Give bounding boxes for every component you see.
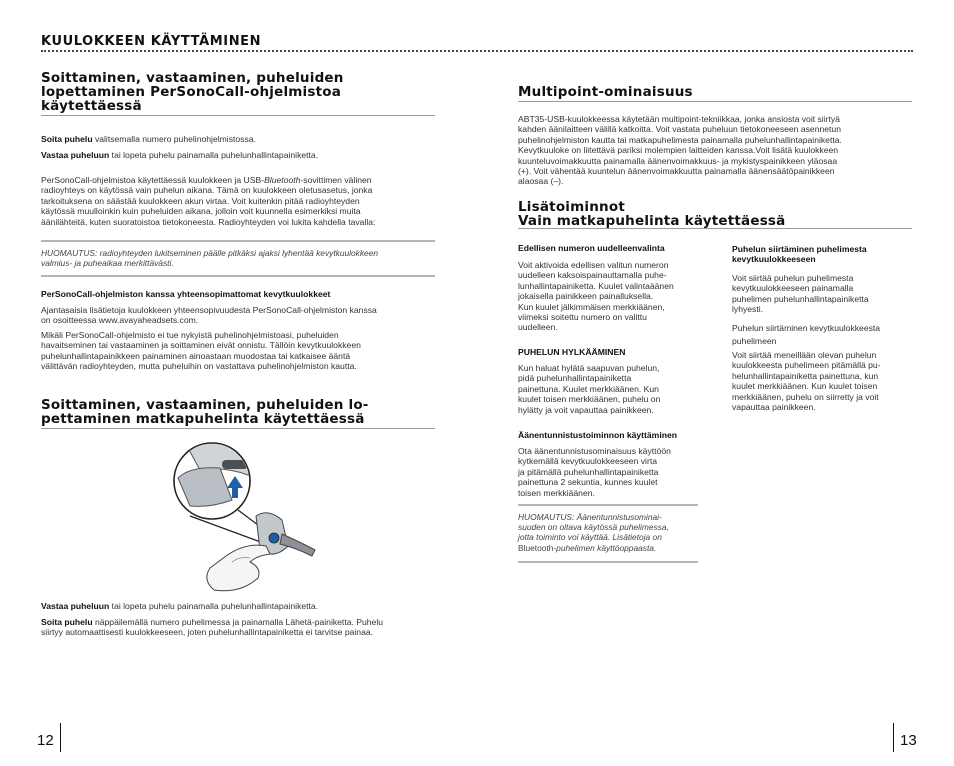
paragraph-line: viimeksi soitettu numero on valittu <box>518 312 647 323</box>
paragraph-line: puhelunhallintapainikkeen painaminen ainoastaan muodostaa tai katkaisee ääntä <box>41 350 351 361</box>
call-text: näppäilemällä numero puhelimessa ja painamalla Lähetä-painiketta. Puhelu <box>92 617 384 627</box>
paragraph-line: kytkemällä kevytkuulokkeeseen virta <box>518 456 657 467</box>
mobile-call-instruction <box>41 617 441 638</box>
paragraph-line: (+). Voit vähentää kuuntelun äänenvoimakkuutta painamalla äänensäätöpainikkeen <box>518 166 835 177</box>
paragraph-line: Kun kuulet jälkimmäisen merkkiäänen, <box>518 301 665 312</box>
call-instruction <box>41 134 441 144</box>
paragraph-line: Mikäli PerSonoCall-ohjelmisto ei tue nykyistä puhelinohjelmistoasi, puheluiden <box>41 330 339 340</box>
paragraph-line: kevytkuulokkeeseen painamalla <box>732 283 854 294</box>
voice-recognition-title: Äänentunnistustoiminnon käyttäminen <box>518 430 677 440</box>
personocall-paragraph <box>41 175 441 227</box>
multipoint-paragraph <box>518 114 916 187</box>
note-line: Bluetooth-puhelimen käyttöoppaasta. <box>518 542 657 553</box>
incompat-title: PerSonoCall-ohjelmiston kanssa yhteensopimattomat kevytkuulokkeet <box>41 289 331 299</box>
incompat-paragraph-2 <box>41 330 441 372</box>
extra-features-title <box>518 200 913 228</box>
paragraph-line: ABT35-USB-kuulokkeessa käytetään multipoint-tekniikkaa, jonka ansiosta voit siirtyä <box>518 114 840 124</box>
call-text-line: siirtyy automaattisesti kuulokkeeseen, joten puhelunhallintapainiketta ei tarvitse painaa. <box>41 627 374 638</box>
paragraph-line: hylätty ja voit vapauttaa painikkeen. <box>518 404 654 415</box>
paragraph-line: alaosaa (–). <box>518 176 564 187</box>
paragraph-line: ja pitämällä puhelunhallintapainiketta <box>518 466 659 477</box>
call-label: Soita puhelu <box>41 134 93 144</box>
paragraph-line: pidä puhelunhallintapainiketta <box>518 373 632 384</box>
incompat-paragraph <box>41 305 441 326</box>
section1-title-line: lopettaminen PerSonoCall-ohjelmistoa <box>41 84 342 100</box>
paragraph-line: tarkoituksena on säästää kuulokkeen akun virtaa. Voit kuitenkin pitää radioyhteyden <box>41 195 360 206</box>
extra-features-divider <box>518 228 912 229</box>
paragraph-line: lunhallintapainiketta. Kuulet valintaäänen <box>518 280 674 291</box>
answer-text: tai lopeta puhelu painamalla puhelunhallintapainiketta. <box>109 601 319 611</box>
paragraph-line: kuulokkeesta puhelimeen pitämällä pu- <box>732 360 881 371</box>
paragraph-line: on osoitteessa www.avayaheadsets.com. <box>41 315 199 326</box>
note-bottom-rule <box>41 275 435 277</box>
call-label: Soita puhelu <box>41 617 93 627</box>
paragraph-line: helunhallintapainiketta painettuna, kun <box>732 370 879 381</box>
paragraph-line: merkkiäänen, puhelu on siirretty ja voit <box>732 391 879 402</box>
section2-title-line: pettaminen matkapuhelinta käytettäessä <box>41 411 365 427</box>
page-header-title: KUULOKKEEN KÄYTTÄMINEN <box>41 34 262 49</box>
note-line: HUOMAUTUS: radioyhteyden lukitseminen päälle pitkäksi ajaksi lyhentää kevytkuulokkeen <box>41 248 379 258</box>
bluetooth-term: Bluetooth <box>264 175 301 185</box>
note-line: jotta toiminto voi käyttää. Lisätietoja on <box>518 532 662 543</box>
transfer-title <box>732 244 917 265</box>
paragraph-line: radioyhteys on käytössä vain puhelun aikana. Tämä on kuulokkeen oletusasetus, jonka <box>41 185 373 196</box>
paragraph-line: havaitseminen tai vastaaminen ja soittaminen eivät onnistu. Tällöin kevytkuulokkeen <box>41 340 361 351</box>
paragraph-line: uudelleen kaksoispainauttamalla puhe- <box>518 270 667 281</box>
answer-label: Vastaa puheluun <box>41 150 110 160</box>
section2-title <box>41 398 441 426</box>
paragraph-line: Voit siirtää meneillään olevan puhelun <box>732 350 877 360</box>
answer-instruction <box>41 150 441 160</box>
voice-note-bottom-rule <box>518 561 698 563</box>
section2-title-line: Soittaminen, vastaaminen, puheluiden lo- <box>41 397 369 413</box>
header-dotted-divider <box>41 50 913 52</box>
page-number-left: 12 <box>37 732 54 749</box>
page-number-right: 13 <box>900 732 917 749</box>
transfer-paragraph <box>732 273 917 315</box>
paragraph-line: painettuna 2 sekuntia, kunnes kuulet <box>518 477 658 488</box>
paragraph-line: Voit siirtää puhelun puhelimesta <box>732 273 854 283</box>
redial-paragraph <box>518 260 703 333</box>
extra-title-line: Vain matkapuhelinta käytettäessä <box>518 213 786 229</box>
paragraph-line: uudelleen. <box>518 322 558 333</box>
paragraph-line: toisen merkkiäänen. <box>518 487 595 498</box>
paragraph-line: Ota äänentunnistusominaisuus käyttöön <box>518 446 671 456</box>
paragraph-line: Kevytkuuloke on liitettävä pariksi molempien laitteiden kanssa.Voit lisätä kuulokkeen <box>518 145 839 156</box>
section1-title <box>41 71 441 113</box>
mobile-answer-instruction <box>41 601 441 611</box>
headset-illustration <box>170 438 320 596</box>
call-text: valitsemalla numero puhelinohjelmistossa. <box>92 134 256 144</box>
section1-divider <box>41 115 435 116</box>
section1-title-line: käytettäessä <box>41 98 142 114</box>
redial-title: Edellisen numeron uudelleenvalinta <box>518 243 665 253</box>
page-number-bar-right <box>893 723 894 752</box>
multipoint-title: Multipoint-ominaisuus <box>518 84 693 100</box>
paragraph-line: Kun haluat hylätä saapuvan puhelun, <box>518 363 660 373</box>
paragraph-line: jokaisella painikkeen painalluksella. <box>518 291 654 302</box>
title-line: puhelimeen <box>732 336 777 346</box>
paragraph-line: äänilähteitä, kuten suoratoistoa tietokoneesta. Radioyhteyden voi lukita kahdella tavalla: <box>41 216 376 227</box>
reject-title: PUHELUN HYLKÄÄMINEN <box>518 347 626 357</box>
paragraph-line: kuunteluvoimakkuutta painamalla äänenvoimakkuus- ja mykistyspainikkeen yläosaa <box>518 155 838 166</box>
section2-divider <box>41 428 435 429</box>
note-top-rule <box>41 240 435 242</box>
voice-recognition-paragraph <box>518 446 703 498</box>
paragraph-line: kuulet merkkiäänen. Kun kuulet toisen <box>732 381 878 392</box>
paragraph-line: kahden äänilaitteen välillä katkoitta. Voit vastata puheluun tietokoneeseen asennetun <box>518 124 841 135</box>
note-line: HUOMAUTUS: Äänentunnistusominai- <box>518 512 662 522</box>
section1-title-line: Soittaminen, vastaaminen, puheluiden <box>41 70 344 86</box>
title-line: Puhelun siirtäminen puhelimesta <box>732 244 867 254</box>
paragraph-line: puhelinohjelmiston kautta tai matkapuhelimesta painamalla puhelunhallintapainiketta. <box>518 134 842 145</box>
paragraph-line: Voit aktivoida edellisen valitun numeron <box>518 260 669 270</box>
title-line: Puhelun siirtäminen kevytkuulokkeesta <box>732 323 881 333</box>
page-number-bar-left <box>60 723 61 752</box>
paragraph-line: käytössä muulloinkin kuin puheluiden aikana, jolloin voit kuunnella esimerkiksi muita <box>41 206 361 217</box>
paragraph-line: Ajantasaisia lisätietoja kuulokkeen yhteensopivuudesta PerSonoCall-ohjelmiston kanssa <box>41 305 377 315</box>
multipoint-divider <box>518 101 912 102</box>
paragraph-line: kuulet toisen merkkiäänen, puhelu on <box>518 394 661 405</box>
note-line: valmius- ja puheaikaa merkittävästi. <box>41 258 174 269</box>
paragraph-line: painettuna. Kuulet merkkiäänen. Kun <box>518 383 659 394</box>
paragraph-line: vapauttaa painikkeen. <box>732 402 816 413</box>
transfer2-paragraph <box>732 350 917 412</box>
note-radio-lock <box>41 248 441 268</box>
answer-label: Vastaa puheluun <box>41 601 110 611</box>
reject-paragraph <box>518 363 703 415</box>
title-line: kevytkuulokkeeseen <box>732 254 816 265</box>
voice-note-top-rule <box>518 504 698 506</box>
paragraph-line: puhelimen puhelunhallintapainiketta <box>732 293 869 304</box>
paragraph-line: PerSonoCall-ohjelmistoa käytettäessä kuulokkeen ja USB-Bluetooth-sovittimen välinen <box>41 175 372 185</box>
transfer2-title <box>732 322 917 348</box>
voice-note <box>518 512 703 553</box>
paragraph-line: välittävän radioyhteyden, mutta puheluihin on vastattava puhelinohjelmiston kautta. <box>41 361 357 372</box>
extra-title-line: Lisätoiminnot <box>518 199 625 215</box>
answer-text: tai lopeta puhelu painamalla puhelunhallintapainiketta. <box>109 150 319 160</box>
note-line: suuden on oltava käytössä puhelimessa, <box>518 522 669 533</box>
paragraph-line: lyhyesti. <box>732 304 764 315</box>
